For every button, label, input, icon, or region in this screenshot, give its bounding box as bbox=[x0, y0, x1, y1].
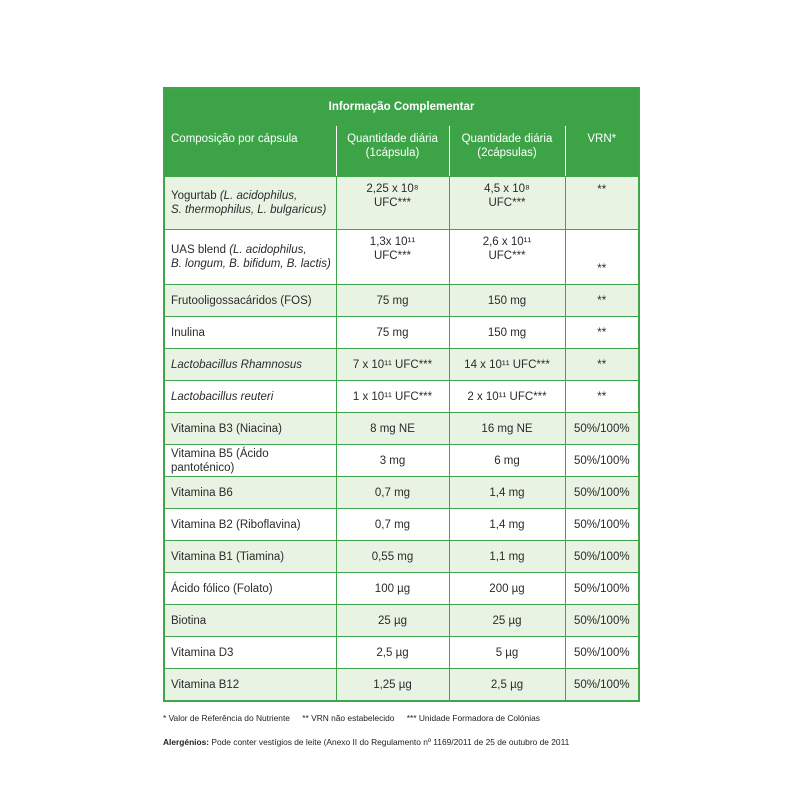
qty-1-capsule: 1,25 µg bbox=[336, 669, 449, 702]
qty-2-capsules: 200 µg bbox=[449, 573, 565, 605]
qty-1-capsule: 25 µg bbox=[336, 605, 449, 637]
qty-2-capsules: 2,6 x 10¹¹ UFC*** bbox=[449, 230, 565, 285]
table-row bbox=[164, 573, 639, 605]
qty-1-capsule: 2,5 µg bbox=[336, 637, 449, 669]
ingredient-name: Vitamina D3 bbox=[164, 637, 336, 669]
vrn-value: 50%/100% bbox=[565, 573, 639, 605]
qty-1-capsule: 8 mg NE bbox=[336, 413, 449, 445]
table-row bbox=[164, 669, 639, 702]
allergen-text: Pode conter vestígios de leite (Anexo II do Regulamento nº 1169/2011 de 25 de outubro de 2011 bbox=[209, 737, 570, 747]
table-row bbox=[164, 541, 639, 573]
ingredient-name: Lactobacillus reuteri bbox=[164, 381, 336, 413]
vrn-value: 50%/100% bbox=[565, 509, 639, 541]
qty-2-capsules: 150 mg bbox=[449, 285, 565, 317]
vrn-value: 50%/100% bbox=[565, 477, 639, 509]
qty-1-capsule: 75 mg bbox=[336, 285, 449, 317]
qty-1-capsule: 100 µg bbox=[336, 573, 449, 605]
complementary-info-table bbox=[163, 87, 640, 702]
qty-1-capsule: 0,55 mg bbox=[336, 541, 449, 573]
vrn-value: ** bbox=[565, 230, 639, 285]
vrn-value: ** bbox=[565, 349, 639, 381]
header-vrn: VRN* bbox=[565, 126, 639, 177]
qty-1-capsule: 3 mg bbox=[336, 445, 449, 477]
table-row bbox=[164, 445, 639, 477]
qty-2-capsules: 150 mg bbox=[449, 317, 565, 349]
qty-2-capsules: 4,5 x 10⁸ UFC*** bbox=[449, 177, 565, 230]
vrn-value: 50%/100% bbox=[565, 669, 639, 702]
footnotes bbox=[163, 713, 638, 723]
ingredient-name: Frutooligossacáridos (FOS) bbox=[164, 285, 336, 317]
ingredient-name: Lactobacillus Rhamnosus bbox=[164, 349, 336, 381]
table-row bbox=[164, 177, 639, 230]
table-row bbox=[164, 477, 639, 509]
ingredient-name: Vitamina B12 bbox=[164, 669, 336, 702]
qty-2-capsules: 2,5 µg bbox=[449, 669, 565, 702]
table-row bbox=[164, 285, 639, 317]
ingredient-name: Ácido fólico (Folato) bbox=[164, 573, 336, 605]
ingredient-name: Vitamina B5 (Ácido pantoténico) bbox=[164, 445, 336, 477]
qty-2-capsules: 25 µg bbox=[449, 605, 565, 637]
table-title: Informação Complementar bbox=[164, 88, 639, 126]
footnote-ufc: *** Unidade Formadora de Colónias bbox=[406, 713, 540, 723]
table-header-row bbox=[164, 126, 639, 177]
vrn-value: ** bbox=[565, 285, 639, 317]
qty-1-capsule: 75 mg bbox=[336, 317, 449, 349]
qty-2-capsules: 6 mg bbox=[449, 445, 565, 477]
qty-2-capsules: 1,1 mg bbox=[449, 541, 565, 573]
ingredient-name: UAS blend (L. acidophilus, B. longum, B. bifidum, B. lactis) bbox=[164, 230, 336, 285]
qty-1-capsule: 1,3x 10¹¹ UFC*** bbox=[336, 230, 449, 285]
qty-2-capsules: 1,4 mg bbox=[449, 509, 565, 541]
ingredient-name: Vitamina B3 (Niacina) bbox=[164, 413, 336, 445]
table-row bbox=[164, 637, 639, 669]
vrn-value: 50%/100% bbox=[565, 445, 639, 477]
ingredient-name: Yogurtab (L. acidophilus, S. thermophilus, L. bulgaricus) bbox=[164, 177, 336, 230]
footnote-vrn: * Valor de Referência do Nutriente bbox=[163, 713, 290, 723]
qty-2-capsules: 14 x 10¹¹ UFC*** bbox=[449, 349, 565, 381]
footnote-vrn-not-set: ** VRN não estabelecido bbox=[302, 713, 395, 723]
vrn-value: ** bbox=[565, 177, 639, 230]
vrn-value: ** bbox=[565, 381, 639, 413]
ingredient-name: Vitamina B1 (Tiamina) bbox=[164, 541, 336, 573]
qty-1-capsule: 0,7 mg bbox=[336, 477, 449, 509]
table-row bbox=[164, 605, 639, 637]
ingredient-name: Vitamina B6 bbox=[164, 477, 336, 509]
qty-1-capsule: 2,25 x 10⁸ UFC*** bbox=[336, 177, 449, 230]
qty-2-capsules: 1,4 mg bbox=[449, 477, 565, 509]
table-row bbox=[164, 349, 639, 381]
vrn-value: 50%/100% bbox=[565, 637, 639, 669]
qty-1-capsule: 0,7 mg bbox=[336, 509, 449, 541]
qty-2-capsules: 16 mg NE bbox=[449, 413, 565, 445]
header-composition: Composição por cápsula bbox=[164, 126, 336, 177]
vrn-value: 50%/100% bbox=[565, 541, 639, 573]
qty-1-capsule: 7 x 10¹¹ UFC*** bbox=[336, 349, 449, 381]
nutrition-info-sheet bbox=[163, 87, 638, 747]
ingredient-name: Vitamina B2 (Riboflavina) bbox=[164, 509, 336, 541]
table-row bbox=[164, 381, 639, 413]
table-row bbox=[164, 509, 639, 541]
table-row bbox=[164, 413, 639, 445]
header-daily-qty-1: Quantidade diária (1cápsula) bbox=[336, 126, 449, 177]
qty-2-capsules: 5 µg bbox=[449, 637, 565, 669]
vrn-value: ** bbox=[565, 317, 639, 349]
allergen-label: Alergénios: bbox=[163, 737, 210, 747]
ingredient-name: Biotina bbox=[164, 605, 336, 637]
header-daily-qty-2: Quantidade diária (2cápsulas) bbox=[449, 126, 565, 177]
vrn-value: 50%/100% bbox=[565, 413, 639, 445]
qty-2-capsules: 2 x 10¹¹ UFC*** bbox=[449, 381, 565, 413]
qty-1-capsule: 1 x 10¹¹ UFC*** bbox=[336, 381, 449, 413]
allergen-statement bbox=[163, 737, 638, 747]
ingredient-name: Inulina bbox=[164, 317, 336, 349]
table-row bbox=[164, 230, 639, 285]
table-row bbox=[164, 317, 639, 349]
vrn-value: 50%/100% bbox=[565, 605, 639, 637]
